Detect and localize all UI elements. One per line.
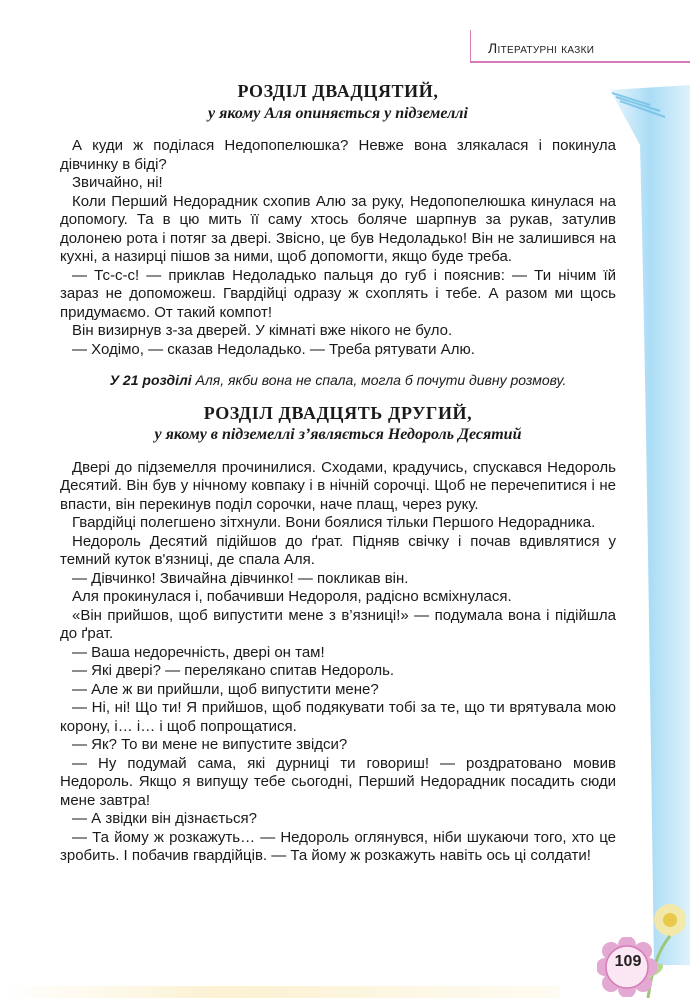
paragraph: Звичайно, ні! — [72, 174, 163, 191]
paragraph: — Ну подумай сама, які дурниці ти говориш! — роздратовано мовив Недороль. Якщо я випущу тебе сьогодні, Перший Недорадник посадить сюди мене завтра! — [60, 754, 616, 809]
paragraph: — А звідки він дізнається? — [72, 810, 258, 827]
chapter-teaser — [60, 371, 616, 390]
paragraph: — Тс-с-с! — приклав Недоладько пальця до губ і пояснив: — Ти нічим їй зараз не допоможеш. Гвардійці одразу ж схоплять і тебе. А разом ми щось придумаємо. От такий компот! — [60, 266, 616, 321]
paragraph: — Які двері? — перелякано спитав Недороль. — [72, 662, 395, 679]
paragraph: Двері до підземелля прочинилися. Сходами, крадучись, спускався Недороль Десятий. Він був у нічному ковпаку і в нічній сорочці. Щоб не перечепитися і не впасти, він перекинув поділ сорочки, наче плащ, через руку. — [60, 458, 616, 513]
running-header: Літературні казки — [488, 40, 595, 56]
paragraph: — Та йому ж розкажуть… — Недороль оглянувся, ніби шукаючи того, хто це зробить. І побачив гвардійців. — Та йому ж розкажуть навіть ось ці солдати! — [60, 828, 616, 864]
paragraph: Коли Перший Недорадник схопив Алю за руку, Недопопелюшка кинулася на допомогу. Та в цю мить її саму хтось боляче шарпнув за рукав, затулив долонею рота і потяг за двері. Звісно, це був Недоладько! Він не залишився на кухні, а назирці пішов за ними, щоб допомогти, якщо буде треба. — [60, 192, 616, 265]
chapter-22-title: РОЗДІЛ ДВАДЦЯТЬ ДРУГИЙ, — [203, 402, 473, 423]
paragraph: — Ходімо, — сказав Недоладько. — Треба рятувати Алю. — [72, 340, 475, 358]
chapter-20-title: РОЗДІЛ ДВАДЦЯТИЙ, — [237, 81, 439, 101]
page-content — [60, 82, 616, 866]
teaser-text: Аля, якби вона не спала, могла б почути дивну розмову. — [191, 372, 567, 388]
paragraph: Недороль Десятий підійшов до ґрат. Підняв свічку і почав вдивлятися у темний куток в'язниці, де спала Аля. — [60, 532, 616, 568]
page-number: 109 — [614, 953, 642, 970]
blue-ribbon-decoration — [610, 85, 690, 965]
header-underline — [470, 61, 690, 63]
paragraph: — Ні, ні! Що ти! Я прийшов, щоб подякувати тобі за те, що ти врятувала мою корону, і… і… і щоб попрощатися. — [60, 699, 616, 735]
paragraph: — Дівчинко! Звичайна дівчинко! — покликав він. — [72, 569, 409, 587]
chapter-22-subtitle: у якому в підземеллі з’являється Недороль Десятий — [154, 426, 522, 443]
header-divider-vertical — [470, 30, 471, 62]
bottom-decoration — [0, 986, 560, 998]
teaser-lead: У 21 розділі — [109, 372, 192, 388]
paragraph: «Він прийшов, щоб випустити мене з в’язниці!» — подумала вона і підійшла до ґрат. — [60, 606, 616, 642]
paragraph: Він визирнув з-за дверей. У кімнаті вже нікого не було. — [72, 322, 453, 339]
paragraph: — Як? То ви мене не випустите звідси? — [72, 736, 348, 753]
paragraph: — Але ж ви прийшли, щоб випустити мене? — [72, 680, 379, 698]
paragraph: Аля прокинулася і, побачивши Недороля, радісно всміхнулася. — [72, 588, 512, 605]
chapter-20-subtitle: у якому Аля опиняється у підземеллі — [208, 104, 468, 122]
paragraph: А куди ж поділася Недопопелюшка? Невже вона злякалася і покинула дівчинку в біді? — [60, 137, 616, 173]
paragraph: — Ваша недоречність, двері он там! — [72, 643, 325, 661]
paragraph: Гвардійці полегшено зітхнули. Вони боялися тільки Першого Недорадника. — [72, 514, 596, 531]
